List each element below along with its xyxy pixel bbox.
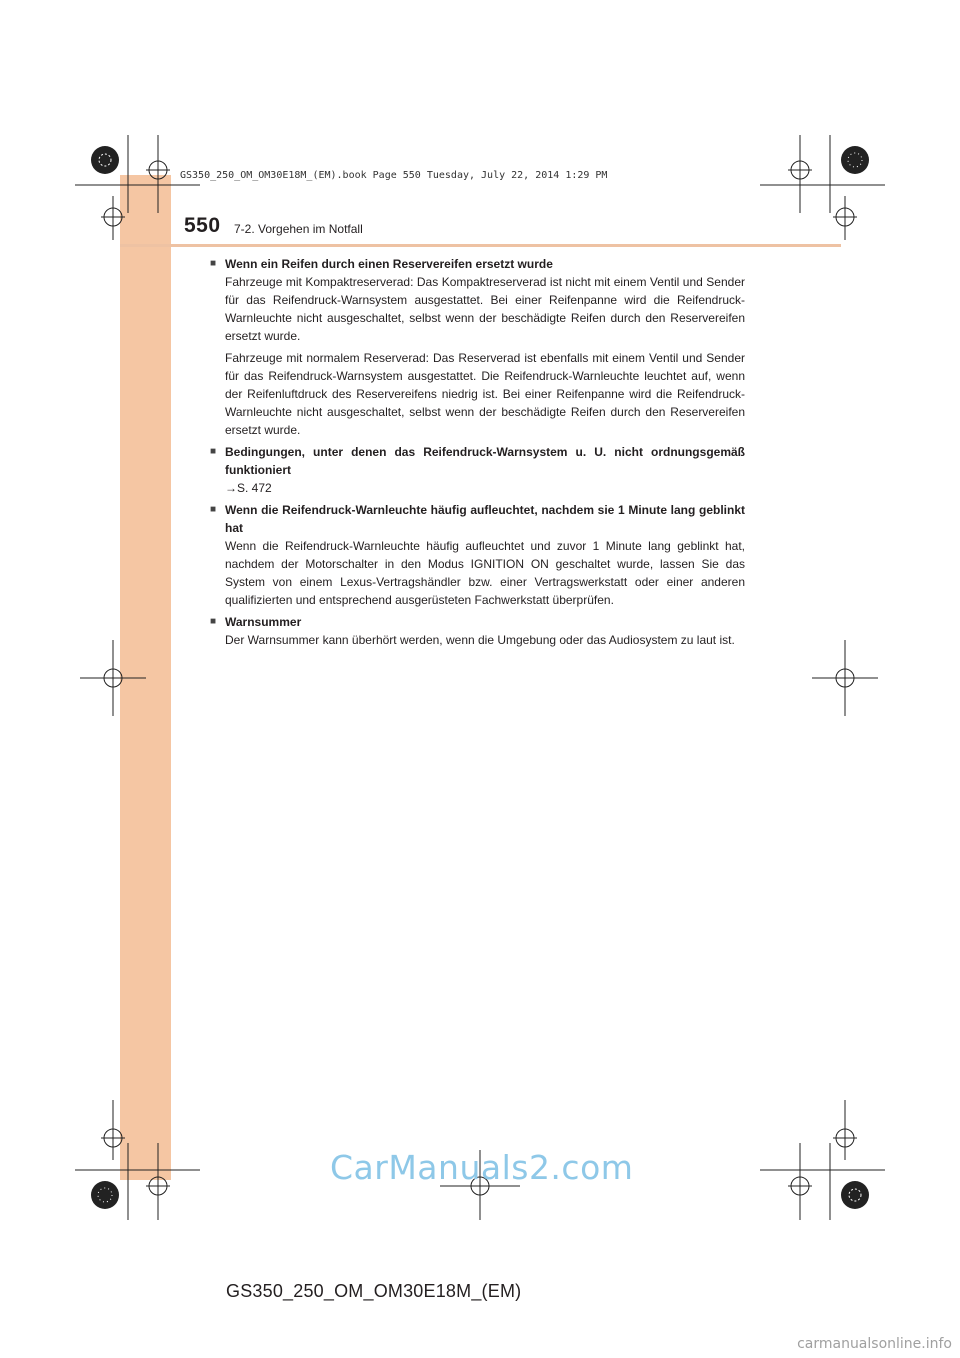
item-heading <box>210 501 745 537</box>
paragraph: Fahrzeuge mit Kompaktreserverad: Das Kompaktreserverad ist nicht mit einem Ventil und Sender für das Reifendruck-Warnsystem ausgestattet. Bei einer Reifenpanne wird die Reifendruck-Warnleuchte nicht ausgeschaltet, selbst wenn der beschädigte Reifen durch den Reservereifen ersetzt wurde. <box>225 275 745 343</box>
item-heading <box>210 255 745 273</box>
heading-text: Wenn ein Reifen durch einen Reservereifen ersetzt wurde <box>225 257 553 271</box>
paragraph: Der Warnsummer kann überhört werden, wenn die Umgebung oder das Audiosystem zu laut ist. <box>225 633 735 647</box>
list-item <box>210 443 745 497</box>
site-watermark: carmanualsonline.info <box>797 1336 952 1352</box>
page-number: 550 <box>184 214 221 237</box>
square-bullet-icon: ■ <box>210 616 217 627</box>
square-bullet-icon: ■ <box>210 258 217 269</box>
square-bullet-icon: ■ <box>210 504 217 515</box>
carmanuals-watermark: CarManuals2.com <box>330 1148 634 1187</box>
paragraph: Fahrzeuge mit normalem Reserverad: Das Reserverad ist ebenfalls mit einem Ventil und Sender für das Reifendruck-Warnsystem ausgestattet. Die Reifendruck-Warnleuchte leuchtet auf, wenn der Reifenluftdruck des Reservereifens niedrig ist. Bei einer Reifenpanne wird die Reifendruck-Warnleuchte nicht ausgeschaltet, selbst wenn der beschädigte Reifen durch den Reservereifen ersetzt wurde. <box>225 351 745 437</box>
footer-code: GS350_250_OM_OM30E18M_(EM) <box>226 1281 522 1301</box>
list-item <box>210 501 745 609</box>
item-heading <box>210 443 745 479</box>
item-heading <box>210 613 745 631</box>
book-info-line: GS350_250_OM_OM30E18M_(EM).book Page 550 Tuesday, July 22, 2014 1:29 PM <box>180 170 608 181</box>
heading-text: Warnsummer <box>225 615 302 629</box>
heading-text: Wenn die Reifendruck-Warnleuchte häufig aufleuchtet, nachdem sie 1 Minute lang geblinkt hat <box>225 503 745 535</box>
paragraph: Wenn die Reifendruck-Warnleuchte häufig aufleuchtet und zuvor 1 Minute lang geblinkt hat, nachdem der Motorschalter in den Modus IGNITION ON geschaltet wurde, lassen Sie das System von einem Lexus-Vertragshändler bzw. einer Vertragswerkstatt oder einer anderen qualifizierten und entsprechend ausgerüsteten Fachwerkstatt überprüfen. <box>225 539 745 607</box>
section-title: 7-2. Vorgehen im Notfall <box>234 222 363 236</box>
main-content <box>210 255 745 653</box>
list-item <box>210 613 745 649</box>
list-item <box>210 255 745 439</box>
page-cross-reference[interactable]: →S. 472 <box>225 481 272 495</box>
header-rule <box>120 244 841 247</box>
square-bullet-icon: ■ <box>210 446 217 457</box>
heading-text: Bedingungen, unter denen das Reifendruck-Warnsystem u. U. nicht ordnungsgemäß funktioniert <box>225 445 745 477</box>
